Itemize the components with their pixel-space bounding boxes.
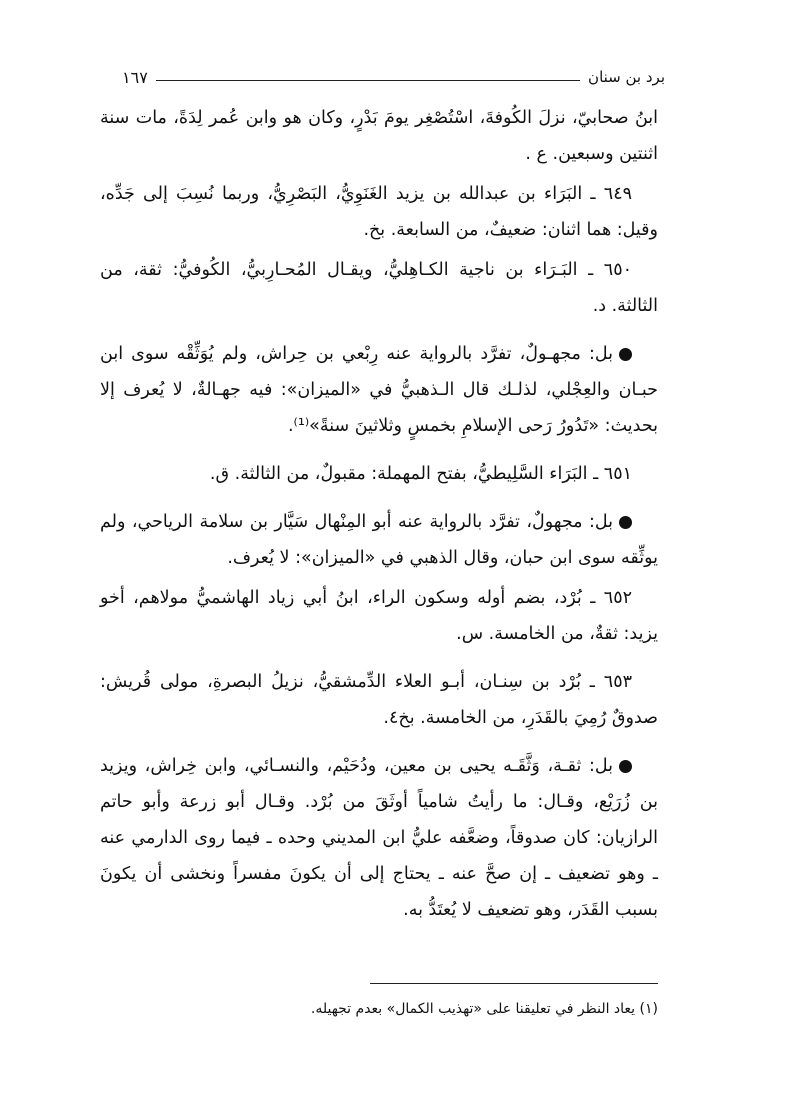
comment-text: بل: ثقـة، وَثَّقَـه يحيى بن معين، ودُحَيْم، والنسـائي، وابن خِراش، ويزيد بن زُرَيْع، وقـال: ما رأيتُ شامياً أوثَقَ من بُرْد. وقـال أبو زرعة وأبو حاتم الرازيان: كان صدوقاً، وضعَّفه عليُّ ابن المديني وحده ـ فيما روى الدارمي عنه ـ وهو تضعيف ـ إن صحَّ عنه ـ يحتاج إلى أن يكونَ مفسراً ونخشى أن يكونَ بسبب القَدَر، وهو تضعيف لا يُعتَدُّ به.: [100, 756, 658, 920]
paragraph-continuation: ابنُ صحابيّ، نزلَ الكُوفةَ، اسْتُصْغِر يومَ بَدْرٍ، وكان هو وابن عُمر لِدَةً، مات سنة اثنتين وسبعين. ع .: [100, 108, 658, 164]
bullet-icon: [619, 760, 632, 773]
entry-651: ٦٥١ ـ البَرَاء السَّلِيطيُّ، بفتح المهملة: مقبولٌ، من الثالثة. ق.: [209, 464, 632, 484]
comment-650: [100, 336, 658, 444]
entry-652: ٦٥٢ ـ بُرْد، بضم أوله وسكون الراء، ابنُ أبي زياد الهاشميُّ مولاهم، أخو يزيد: ثقةٌ، من الخامسة. س.: [100, 588, 658, 644]
running-title: برد بن سنان: [588, 68, 665, 86]
bullet-icon: [619, 348, 632, 361]
footnote-rule: [370, 983, 658, 984]
comment-653: [100, 748, 658, 928]
comment-text: بل: مجهولٌ، تفرَّد بالرواية عنه أبو المِنْهال سَيَّار بن سلامة الرياحي، ولم يوثِّقه سوى ابن حبان، وقال الذهبي في «الميزان»: لا يُعرف.: [100, 512, 658, 568]
bullet-icon: [619, 516, 632, 529]
comment-text: بل: مجهـولٌ، تفرَّد بالرواية عنه رِبْعي بن حِراش، ولم يُوَثِّقْه سوى ابن حبـان والعِجْلي، لذلـك قال الـذهبيُّ في «الميزان»: فيه جهـالةٌ، لا يُعرف إلا بحديث: «تَدُورُ رَحى الإسلامِ بخمسٍ وثلاثينَ سنةً»⁽¹⁾.: [100, 344, 658, 436]
entry-649: ٦٤٩ ـ البَرَاء بن عبدالله بن يزيد الغَنَوِيُّ، البَصْرِيُّ، وربما نُسِبَ إلى جَدِّه، وقيل: هما اثنان: ضعيفٌ، من السابعة. بخ.: [100, 184, 658, 240]
entry-650: ٦٥٠ ـ البَـرَاء بن ناجية الكـاهِليُّ، ويقـال المُحـارِبيُّ، الكُوفيُّ: ثقة، من الثالثة. د.: [100, 260, 658, 316]
running-header: [122, 62, 665, 92]
entry-653: ٦٥٣ ـ بُرْد بن سِنـان، أبـو العلاء الدِّمشقيُّ، نزيلُ البصرةِ، مولى قُريش: صدوقٌ رُمِيَ بالقَدَرِ، من الخامسة. بخ٤.: [100, 672, 658, 728]
footnote: (١) يعاد النظر في تعليقنا على «تهذيب الكمال» بعدم تجهيله.: [310, 1001, 658, 1017]
comment-651: [100, 504, 658, 576]
main-text: [100, 100, 658, 928]
header-rule: [156, 80, 580, 81]
page-number: ١٦٧: [122, 67, 148, 87]
